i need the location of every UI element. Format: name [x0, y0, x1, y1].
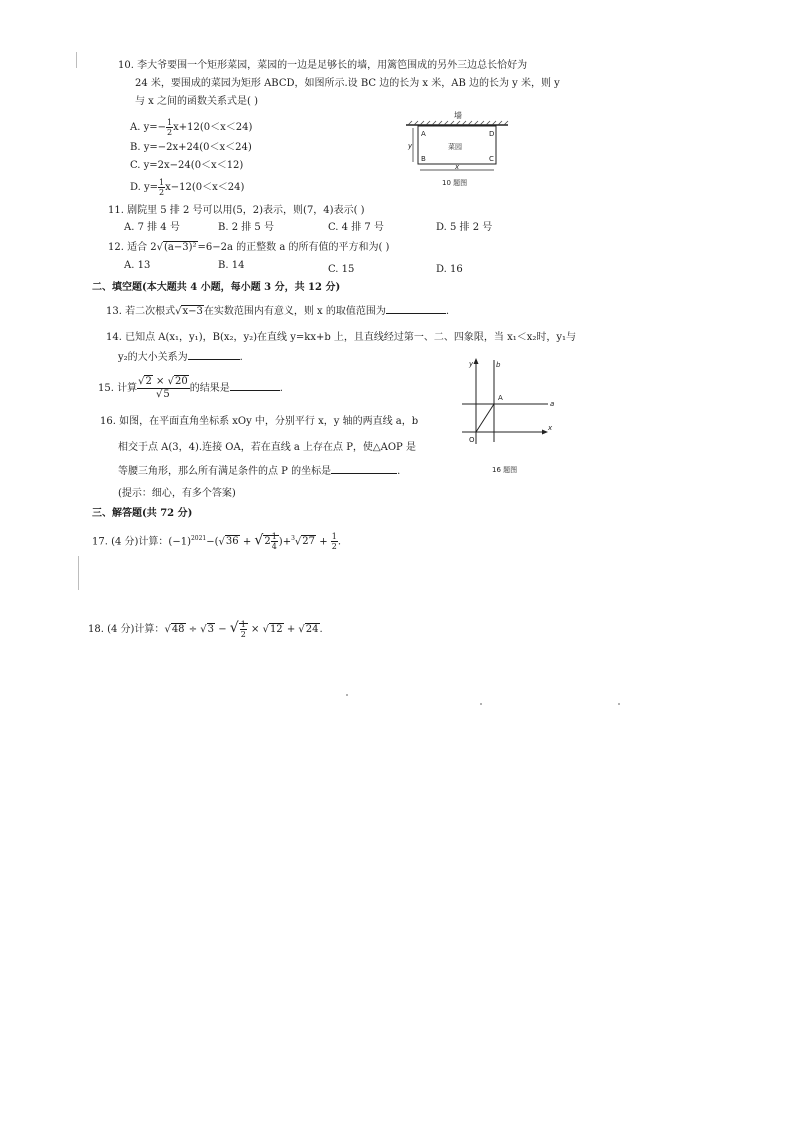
- q13-prefix: 13. 若二次根式: [106, 306, 176, 317]
- q10-fig-wall-label: 墙: [454, 111, 462, 120]
- q10-stem-line1: 10. 李大爷要围一个矩形菜园，菜园的一边是足够长的墙，用篱笆围成的另外三边总长恰好为: [118, 60, 528, 71]
- q17-mixed-fraction: [271, 532, 278, 551]
- q18-divide: ÷: [185, 624, 201, 635]
- q17-radicand-2: [263, 532, 278, 552]
- q15-radical-sign-3: √: [156, 389, 163, 400]
- q10-stem-line2: 24 米，要围成的菜园为矩形 ABCD，如图所示.设 BC 边的长为 x 米，AB 边的长为 y 米，则 y: [135, 78, 560, 89]
- q14-stem-line1: 14. 已知点 A(x₁，y₁)，B(x₂，y₂)在直线 y=kx+b 上，且直线经过第一、二、四象限，当 x₁＜x₂时，y₁与: [106, 332, 577, 343]
- q15-denominator: [137, 389, 190, 401]
- q17-radical-sign-2: √: [254, 532, 264, 549]
- q17-radical-sign-1: √: [218, 536, 225, 548]
- q18-end: .: [319, 624, 323, 635]
- q16-fig-segment-oa: [476, 404, 494, 432]
- q17-radical-sign-3: √: [294, 536, 302, 548]
- q16-fig-caption: 16 题图: [492, 466, 518, 474]
- q15-answer-blank[interactable]: [230, 390, 280, 391]
- q10-a-suffix: x+12(0＜x＜24): [173, 122, 253, 133]
- scan-speck: [346, 694, 348, 696]
- q16-stem-line3: [118, 464, 400, 480]
- q15-suffix: 的结果是: [189, 383, 230, 394]
- scan-speck: [480, 703, 482, 705]
- q12-radicand: (a−3)²: [164, 242, 197, 253]
- q18-radical-sign-3: √: [229, 620, 239, 636]
- q12-suffix: =6−2a 的正整数 a 的所有值的平方和为( ): [197, 242, 390, 253]
- q18-radicand-5: 24: [305, 624, 319, 635]
- q13-end: .: [445, 306, 450, 317]
- q16-line3-text: 等腰三角形，那么所有满足条件的点 P 的坐标是: [118, 466, 332, 477]
- q16-fig-point-a-label: A: [498, 394, 503, 402]
- q17-mixed-num: 1: [271, 532, 277, 542]
- q17-close: )+: [278, 536, 292, 548]
- q14-line2-text: y₂的大小关系为: [118, 352, 188, 363]
- q12-option-a: A. 13: [124, 260, 151, 271]
- q18-radical-sign-5: √: [298, 624, 305, 635]
- q17-cube-index: 3: [291, 535, 295, 542]
- q17-radicand-1: 36: [225, 536, 239, 548]
- q18-plus: +: [283, 624, 299, 635]
- q10-d-num: 1: [159, 178, 165, 187]
- q14-end: .: [239, 352, 243, 363]
- q17-fraction: [331, 532, 338, 551]
- q12-radical-sign: √: [156, 242, 163, 253]
- scan-edge-mark: [76, 52, 77, 68]
- q10-option-d: [130, 178, 244, 197]
- q16-end: .: [397, 466, 401, 477]
- q12-prefix: 12. 适合 2: [108, 242, 157, 253]
- q18-radicand-2: 3: [207, 624, 215, 635]
- q17-end: .: [337, 536, 342, 548]
- q16-fig-y-arrow: [474, 358, 479, 364]
- q10-fig-label-a: A: [421, 130, 426, 138]
- q12-option-d: D. 16: [436, 264, 463, 275]
- q16-fig-x-label: x: [548, 424, 553, 432]
- q17-stem: [92, 528, 341, 553]
- q13-stem: [106, 304, 449, 320]
- q17-mixed-whole: 2: [264, 536, 271, 548]
- q10-fig-x-label: x: [455, 163, 460, 171]
- q16-fig-y-label: y: [469, 360, 474, 368]
- q15-radical-sign-1: √: [138, 376, 145, 387]
- scan-speck: [618, 703, 620, 705]
- q16-hint: (提示：细心，有多个答案): [118, 488, 236, 499]
- q10-option-c: C. y=2x−24(0＜x＜12): [130, 160, 244, 171]
- q18-frac-num: 1: [240, 620, 246, 629]
- section-2-heading: 二、填空题(本大题共 4 小题，每小题 3 分，共 12 分): [92, 282, 341, 293]
- q18-radical-sign-1: √: [164, 624, 171, 635]
- q15-stem: [98, 376, 283, 401]
- q10-option-b: B. y=−2x+24(0＜x＜24): [130, 142, 252, 153]
- q10-d-prefix: D. y=: [130, 182, 159, 193]
- q14-stem-line2: [118, 350, 243, 366]
- q17-mixed-den: 4: [271, 542, 277, 552]
- q13-suffix: 在实数范围内有意义，则 x 的取值范围为: [203, 306, 386, 317]
- q10-stem-line3: 与 x 之间的函数关系式是( ): [135, 96, 258, 107]
- q17-mid: −(: [206, 536, 219, 548]
- q10-a-prefix: A. y=−: [130, 122, 166, 133]
- q17-plus-1: +: [239, 536, 255, 548]
- q17-frac-num: 1: [331, 532, 337, 542]
- q12-option-c: C. 15: [328, 264, 355, 275]
- q11-option-a: A. 7 排 4 号: [124, 222, 180, 233]
- q12-stem: [108, 240, 389, 256]
- q17-plus-2: +: [316, 536, 331, 548]
- q11-option-b: B. 2 排 5 号: [218, 222, 274, 233]
- q15-radicand-2: 20: [174, 376, 188, 387]
- q15-fraction: [137, 376, 190, 401]
- q18-minus: −: [215, 624, 230, 635]
- q15-end: .: [279, 383, 283, 394]
- q13-answer-blank[interactable]: [386, 313, 446, 314]
- q18-radicand-4: 12: [269, 624, 283, 635]
- q16-answer-blank[interactable]: [331, 473, 397, 474]
- q10-a-num: 1: [167, 118, 173, 127]
- q10-fig-label-d: D: [489, 130, 495, 138]
- q11-option-c: C. 4 排 7 号: [328, 222, 384, 233]
- q16-fig-line-b-label: b: [496, 361, 501, 369]
- q18-radical-sign-4: √: [262, 624, 269, 635]
- q10-fig-caption: 10 题图: [442, 179, 468, 187]
- q10-fig-label-c: C: [489, 155, 494, 163]
- q11-option-d: D. 5 排 2 号: [436, 222, 493, 233]
- q18-radicand-1: 48: [171, 624, 185, 635]
- q18-radicand-3: [239, 620, 248, 639]
- q16-fig-origin-label: O: [469, 436, 475, 444]
- q18-fraction: [240, 620, 247, 639]
- q10-fig-y-label: y: [408, 142, 413, 150]
- q16-fig-line-a-label: a: [550, 400, 555, 408]
- q10-figure: [400, 108, 516, 192]
- scan-edge-mark: [78, 556, 79, 590]
- q10-fig-inner-label: 菜园: [448, 143, 462, 151]
- q15-radical-sign-2: √: [167, 376, 174, 387]
- q13-radical-sign: √: [175, 306, 182, 317]
- q18-times: ×: [247, 624, 263, 635]
- q16-stem-line1: 16. 如图，在平面直角坐标系 xOy 中，分别平行 x，y 轴的两直线 a，b: [100, 416, 419, 427]
- q15-prefix: 15. 计算: [98, 383, 138, 394]
- q12-option-b: B. 14: [218, 260, 245, 271]
- q17-frac-den: 2: [331, 542, 337, 552]
- q11-stem: 11. 剧院里 5 排 2 号可以用(5，2)表示，则(7，4)表示( ): [108, 205, 365, 216]
- q18-stem: [88, 616, 323, 642]
- q10-a-den: 2: [167, 128, 173, 137]
- q14-answer-blank[interactable]: [188, 359, 240, 360]
- section-3-heading: 三、解答题(共 72 分): [92, 508, 193, 519]
- q10-d-den: 2: [159, 188, 165, 197]
- q16-stem-line2: 相交于点 A(3，4).连接 OA，若在直线 a 上存在点 P，使△AOP 是: [118, 442, 416, 453]
- q18-radical-sign-2: √: [200, 624, 207, 635]
- q15-times: ×: [152, 376, 168, 387]
- q10-fig-label-b: B: [421, 155, 426, 163]
- q10-option-a: [130, 118, 252, 137]
- q17-radicand-3: 27: [302, 536, 316, 548]
- q10-d-suffix: x−12(0＜x＜24): [165, 182, 245, 193]
- q18-prefix: 18. (4 分)计算：: [88, 624, 165, 635]
- q15-radicand-3: 5: [163, 389, 170, 400]
- q15-radicand-1: 2: [145, 376, 152, 387]
- q18-frac-den: 2: [240, 630, 246, 639]
- q17-exponent: 2021: [190, 535, 207, 542]
- q13-radicand: x−3: [182, 306, 203, 317]
- q17-prefix: 17. (4 分)计算：(−1): [92, 536, 191, 548]
- q16-figure: [452, 354, 562, 476]
